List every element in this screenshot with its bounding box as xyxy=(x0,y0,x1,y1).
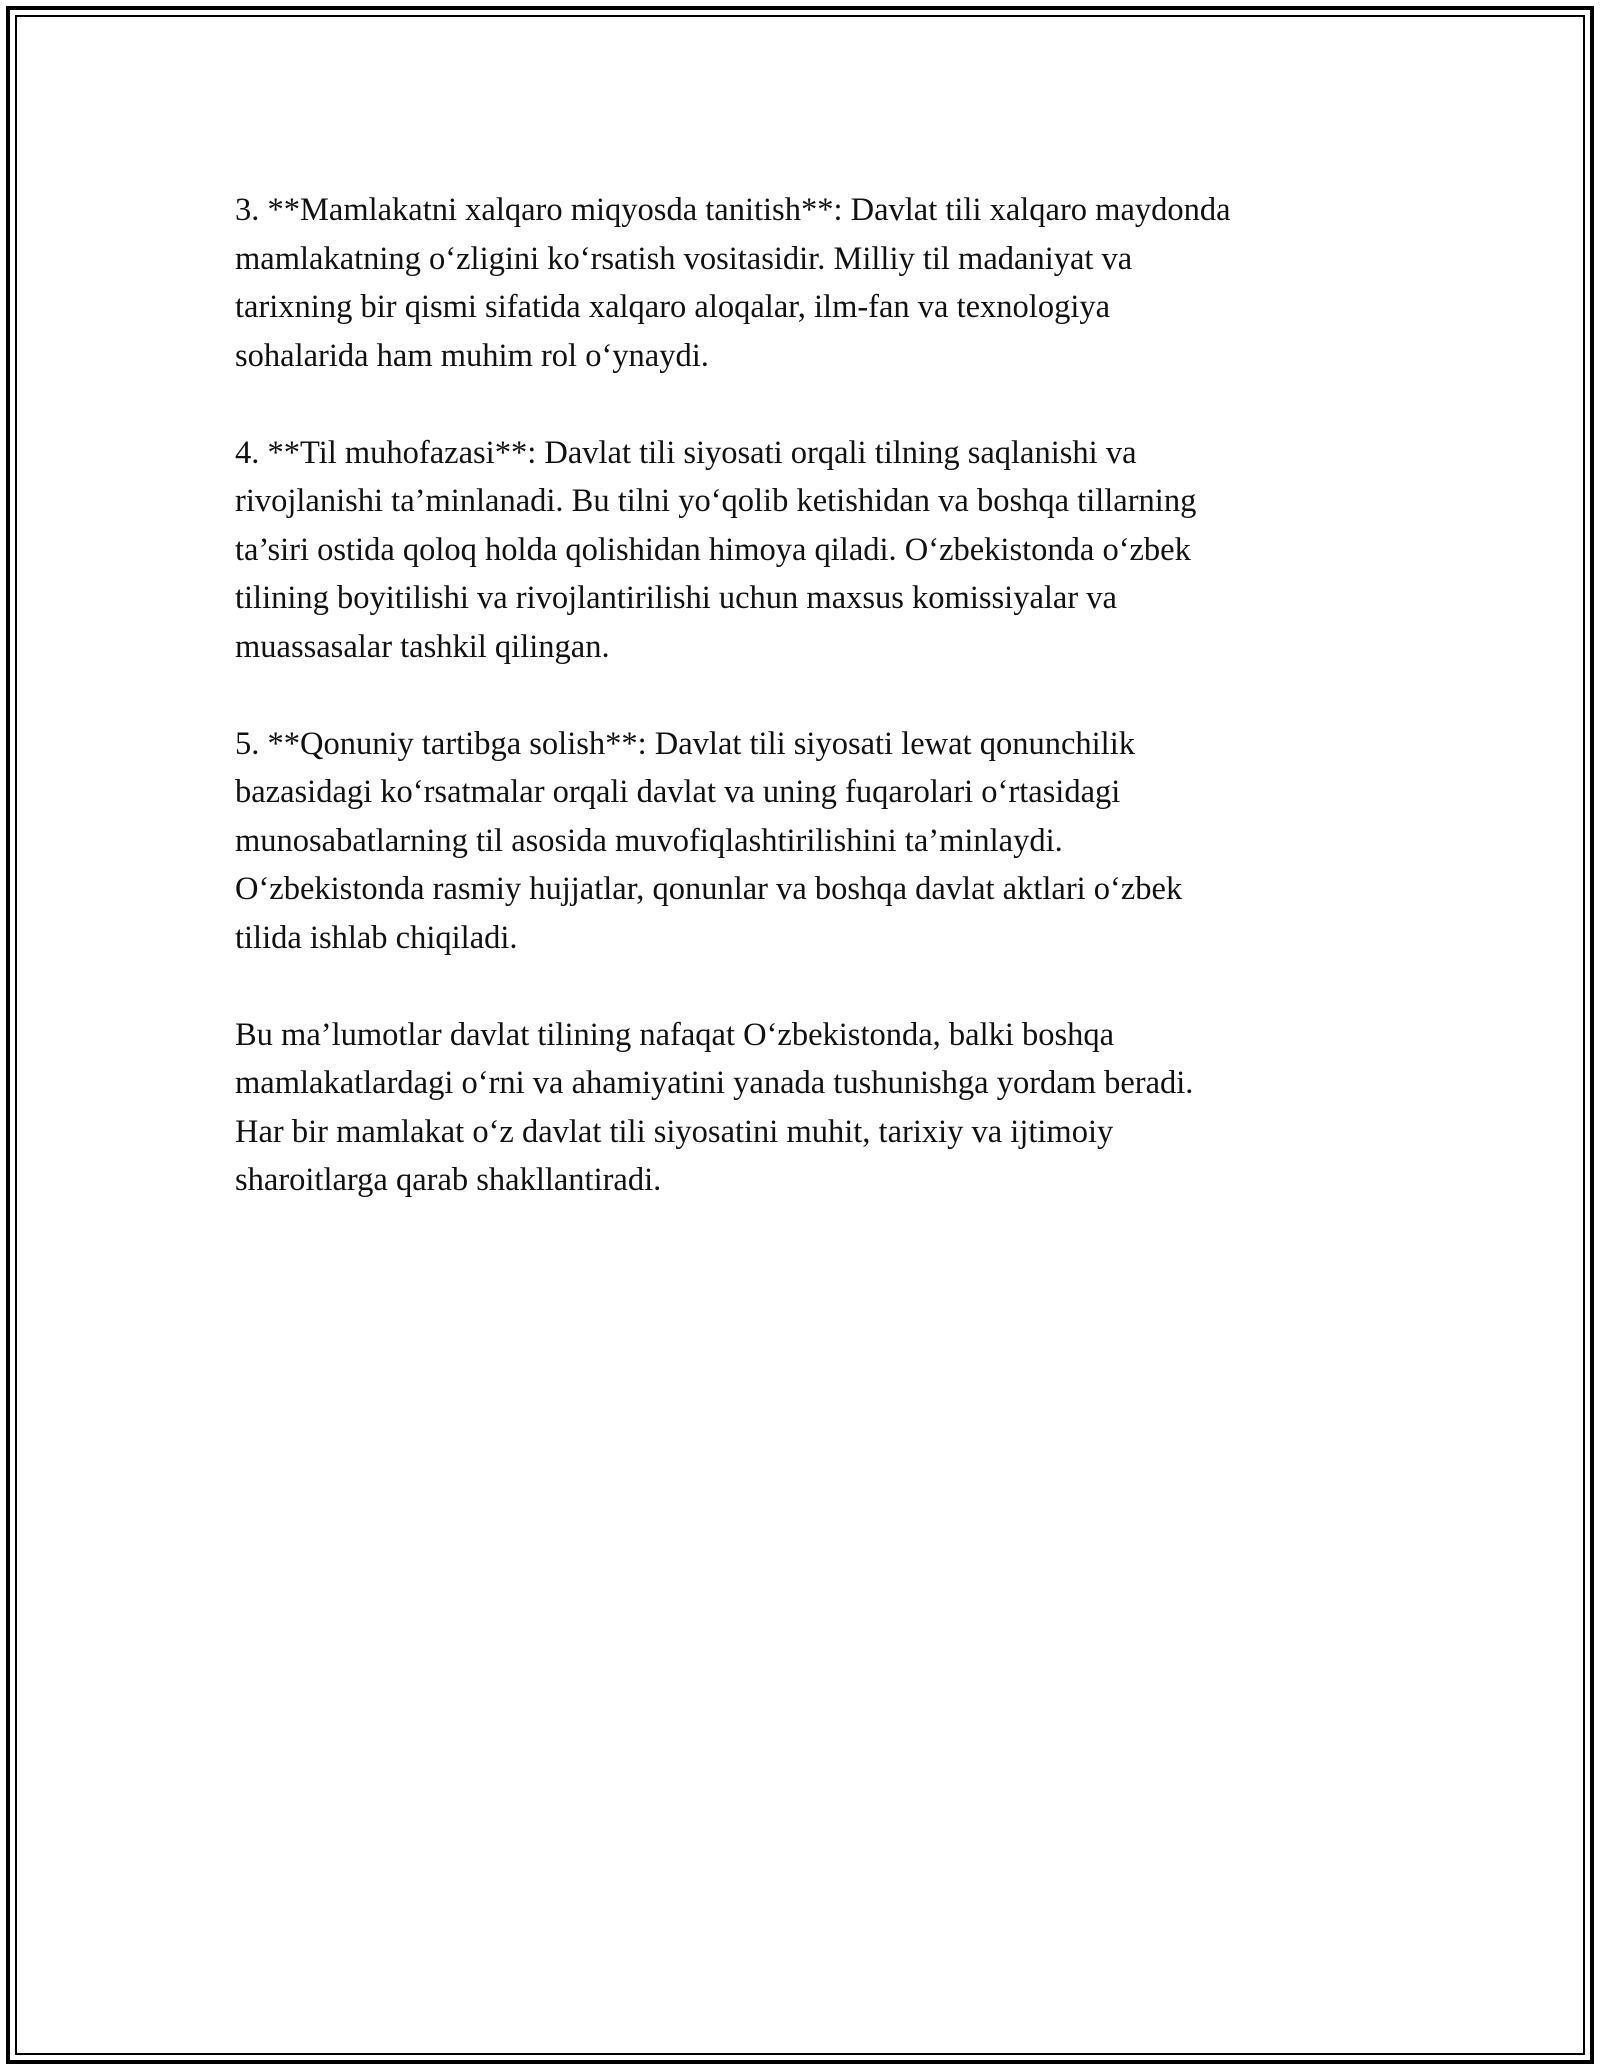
paragraph-conclusion: Bu ma’lumotlar davlat tilining nafaqat O‘zbekistonda, balki boshqa mamlakatlardagi o‘rni va ahamiyatini yanada tushunishga yordam beradi. Har bir mamlakat o‘z davlat tili siyosatini muhit, tarixiy va ijtimoiy sharoitlarga qarab shakllantiradi. xyxy=(235,1016,1194,1198)
paragraph-legal-regulation: 5. **Qonuniy tartibga solish**: Davlat tili siyosati lewat qonunchilik bazasidagi ko‘rsatmalar orqali davlat va uning fuqarolari o‘rtasidagi munosabatlarning til asosida muvofiqlashtirilishini ta’minlaydi. O‘zbekistonda rasmiy hujjatlar, qonunlar va boshqa davlat aktlari o‘zbek tilida ishlab chiqiladi. xyxy=(235,725,1183,956)
paragraph-language-protection: 4. **Til muhofazasi**: Davlat tili siyosati orqali tilning saqlanishi va rivojlanishi ta’minlanadi. Bu tilni yo‘qolib ketishidan va boshqa tillarning ta’siri ostida qoloq holda qolishidan himoya qiladi. O‘zbekistonda o‘zbek tilining boyitilishi va rivojlantirilishi uchun maxsus komissiyalar va muassasalar tashkil qilingan. xyxy=(235,434,1197,665)
document-body xyxy=(235,186,1385,1205)
paragraph-international-recognition: 3. **Mamlakatni xalqaro miqyosda tanitish**: Davlat tili xalqaro maydonda mamlakatning o‘zligini ko‘rsatish vositasidir. Milliy til madaniyat va tarixning bir qismi sifatida xalqaro aloqalar, ilm-fan va texnologiya sohalarida ham muhim rol o‘ynaydi. xyxy=(235,192,1231,374)
